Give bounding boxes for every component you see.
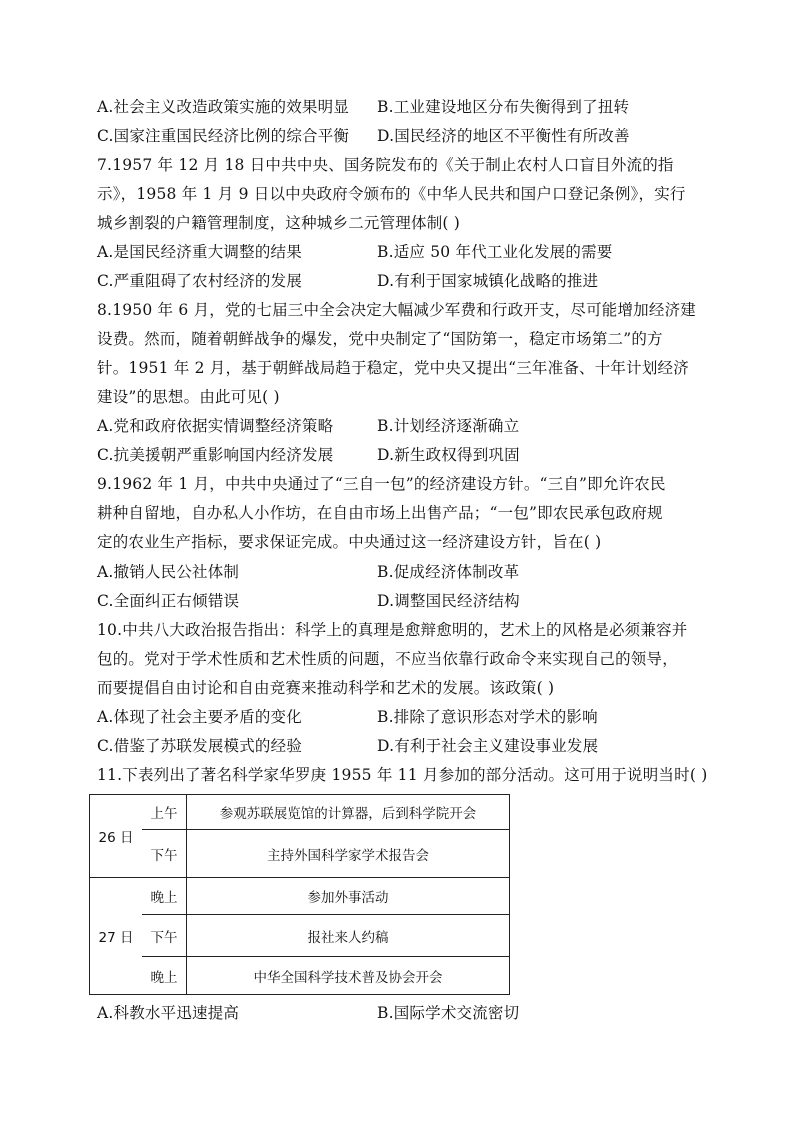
schedule-table (89, 794, 510, 995)
q10-stem-line: 而要提倡自由讨论和自由竞赛来推动科学和艺术的发展。该政策( ) (97, 679, 555, 697)
q10-option-d: D.有利于社会主义建设事业发展 (377, 737, 599, 755)
q7-option-c: C.严重阻碍了农村经济的发展 (97, 272, 303, 290)
time-cell: 晚上 (142, 957, 187, 995)
q9-option-c: C.全面纠正右倾错误 (97, 592, 240, 610)
q10-stem-line: 10.中共八大政治报告指出：科学上的真理是愈辩愈明的，艺术上的风格是必须兼容并 (97, 621, 688, 639)
time-cell: 上午 (142, 795, 187, 830)
q9-option-b: B.促成经济体制改革 (377, 563, 520, 581)
day-cell-27: 27 日 (90, 878, 143, 995)
q10-option-b: B.排除了意识形态对学术的影响 (377, 708, 598, 726)
time-cell: 下午 (142, 830, 187, 878)
q7-stem-line: 城乡割裂的户籍管理制度，这种城乡二元管理体制( ) (97, 214, 461, 232)
q10-stem-line: 包的。党对于学术性质和艺术性质的问题，不应当依靠行政命令来实现自己的领导， (97, 650, 678, 668)
q8-stem-line: 建设”的思想。由此可见( ) (97, 388, 280, 406)
q11-option-b: B.国际学术交流密切 (377, 1004, 520, 1022)
q8-stem-line: 8.1950 年 6 月，党的七届三中全会决定大幅减少军费和行政开支，尽可能增加经济建 (97, 301, 696, 319)
q11-stem: 11.下表列出了著名科学家华罗庚 1955 年 11 月参加的部分活动。这可用于说明当时( ) (97, 766, 708, 784)
q10-option-c: C.借鉴了苏联发展模式的经验 (97, 737, 303, 755)
q6-option-a: A.社会主义改造政策实施的效果明显 (97, 98, 350, 116)
q8-stem-line: 针。1951 年 2 月，基于朝鲜战局趋于稳定，党中央又提出“三年准备、十年计划经济 (97, 359, 689, 377)
activity-cell: 参加外事活动 (187, 878, 510, 915)
table-row (90, 915, 510, 957)
q8-option-d: D.新生政权得到巩固 (377, 446, 520, 464)
activity-cell: 参观苏联展览馆的计算器，后到科学院开会 (187, 795, 510, 830)
table-row (90, 795, 510, 830)
q7-option-a: A.是国民经济重大调整的结果 (97, 243, 302, 261)
q9-option-a: A.撤销人民公社体制 (97, 563, 240, 581)
q7-option-b: B.适应 50 年代工业化发展的需要 (377, 243, 613, 261)
q8-option-c: C.抗美援朝严重影响国内经济发展 (97, 446, 334, 464)
q8-option-b: B.计划经济逐渐确立 (377, 417, 520, 435)
day-cell-26: 26 日 (90, 795, 143, 878)
table-row (90, 957, 510, 995)
q7-stem-line: 7.1957 年 12 月 18 日中共中央、国务院发布的《关于制止农村人口盲目外流的指 (97, 156, 674, 174)
q9-stem-line: 定的农业生产指标，要求保证完成。中央通过这一经济建设方针，旨在( ) (97, 533, 602, 551)
q9-stem-line: 9.1962 年 1 月，中共中央通过了“三自一包”的经济建设方针。“三自”即允许农民 (97, 475, 666, 493)
q6-option-b: B.工业建设地区分布失衡得到了扭转 (377, 98, 630, 116)
time-cell: 晚上 (142, 878, 187, 915)
q9-stem-line: 耕种自留地，自办私人小作坊，在自由市场上出售产品；“一包”即农民承包政府规 (97, 504, 663, 522)
q10-option-a: A.体现了社会主要矛盾的变化 (97, 708, 302, 726)
q6-option-d: D.国民经济的地区不平衡性有所改善 (377, 127, 630, 145)
activity-cell: 中华全国科学技术普及协会开会 (187, 957, 510, 995)
q9-option-d: D.调整国民经济结构 (377, 592, 520, 610)
q8-option-a: A.党和政府依据实情调整经济策略 (97, 417, 334, 435)
activity-cell: 报社来人约稿 (187, 915, 510, 957)
q6-option-c: C.国家注重国民经济比例的综合平衡 (97, 127, 350, 145)
q7-stem-line: 示》，1958 年 1 月 9 日以中央政府令颁布的《中华人民共和国户口登记条例》，实行 (97, 185, 686, 203)
activity-cell: 主持外国科学家学术报告会 (187, 830, 510, 878)
q8-stem-line: 设费。然而，随着朝鲜战争的爆发，党中央制定了“国防第一，稳定市场第二”的方 (97, 330, 663, 348)
time-cell: 下午 (142, 915, 187, 957)
table-row (90, 878, 510, 915)
q7-option-d: D.有利于国家城镇化战略的推进 (377, 272, 599, 290)
q11-option-a: A.科教水平迅速提高 (97, 1004, 240, 1022)
table-row (90, 830, 510, 878)
